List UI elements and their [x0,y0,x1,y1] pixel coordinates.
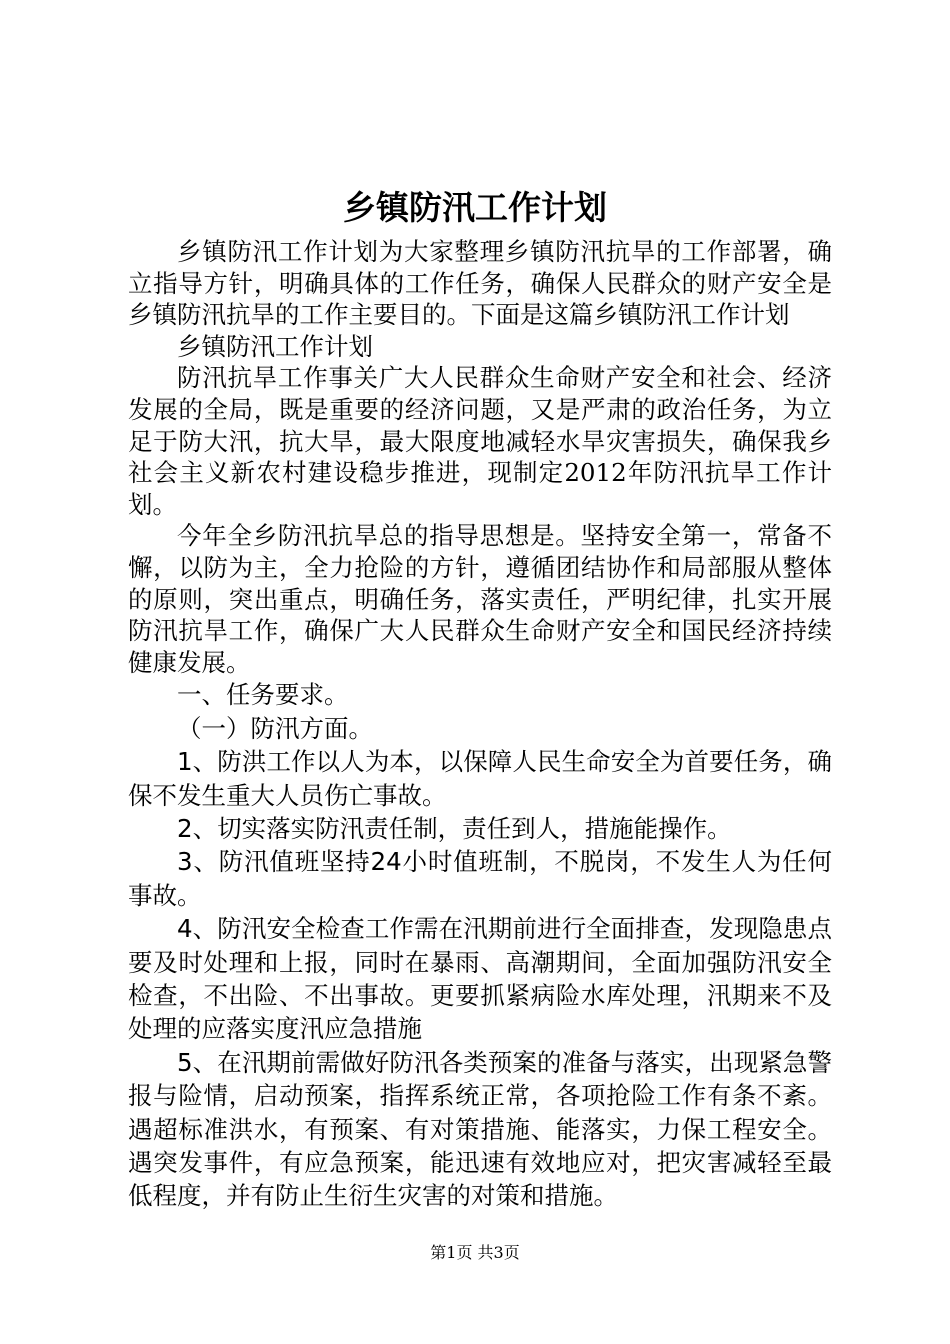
document-body [128,236,832,1213]
task-item-5-main: 5、在汛期前需做好防汛各类预案的准备与落实，出现紧急警报与险情，启动预案，指挥系统正常，各项抢险工作有条不紊。 [128,1047,832,1111]
page-footer: 第1页 共3页 [430,1243,520,1262]
subsection-heading-flood: （一）防汛方面。 [177,713,373,743]
task-item-4-extra: 更要抓紧病险水库处理，汛期来不及处理的应落实度汛应急措施 [128,980,832,1044]
background-paragraph: 防汛抗旱工作事关广大人民群众生命财产安全和社会、经济发展的全局，既是重要的经济问题，又是严肃的政治任务，为立足于防大汛，抗大旱，最大限度地减轻水旱灾害损失，确保我乡社会主义新农村建设稳步推进，现制定2012年防汛抗旱工作计划。 [128,363,832,519]
task-item-4 [128,912,832,1046]
task-item-2: 2、切实落实防汛责任制，责任到人，措施能操作。 [177,813,732,843]
subtitle-paragraph: 乡镇防汛工作计划 [177,331,373,361]
task-item-4-main: 4、防汛安全检查工作需在汛期前进行全面排查，发现隐患点要及时处理和上报，同时在暴雨、高潮期间，全面加强防汛安全检查，不出险、不出事故。 [128,914,832,1010]
document-title: 乡镇防汛工作计划 [343,188,607,227]
intro-paragraph: 乡镇防汛工作计划为大家整理乡镇防汛抗旱的工作部署，确立指导方针，明确具体的工作任务，确保人民群众的财产安全是乡镇防汛抗旱的工作主要目的。下面是这篇乡镇防汛工作计划 [128,237,832,330]
task-item-1: 1、防洪工作以人为本，以保障人民生命安全为首要任务，确保不发生重大人员伤亡事故。 [128,747,832,810]
task-item-5-extra: 遇超标准洪水，有预案、有对策措施、能落实，力保工程安全。遇突发事件，有应急预案，能迅速有效地应对，把灾害减轻至最低程度，并有防止生衍生灾害的对策和措施。 [128,1114,832,1211]
guiding-principle-paragraph: 今年全乡防汛抗旱总的指导思想是。坚持安全第一，常备不懈，以防为主，全力抢险的方针，遵循团结协作和局部服从整体的原则，突出重点，明确任务，落实责任，严明纪律，扎实开展防汛抗旱工作，确保广大人民群众生命财产安全和国民经济持续健康发展。 [128,521,832,677]
task-item-3: 3、防汛值班坚持24小时值班制，不脱岗，不发生人为任何事故。 [128,847,832,910]
section-heading-tasks: 一、任务要求。 [177,680,349,710]
task-item-5 [128,1046,832,1213]
